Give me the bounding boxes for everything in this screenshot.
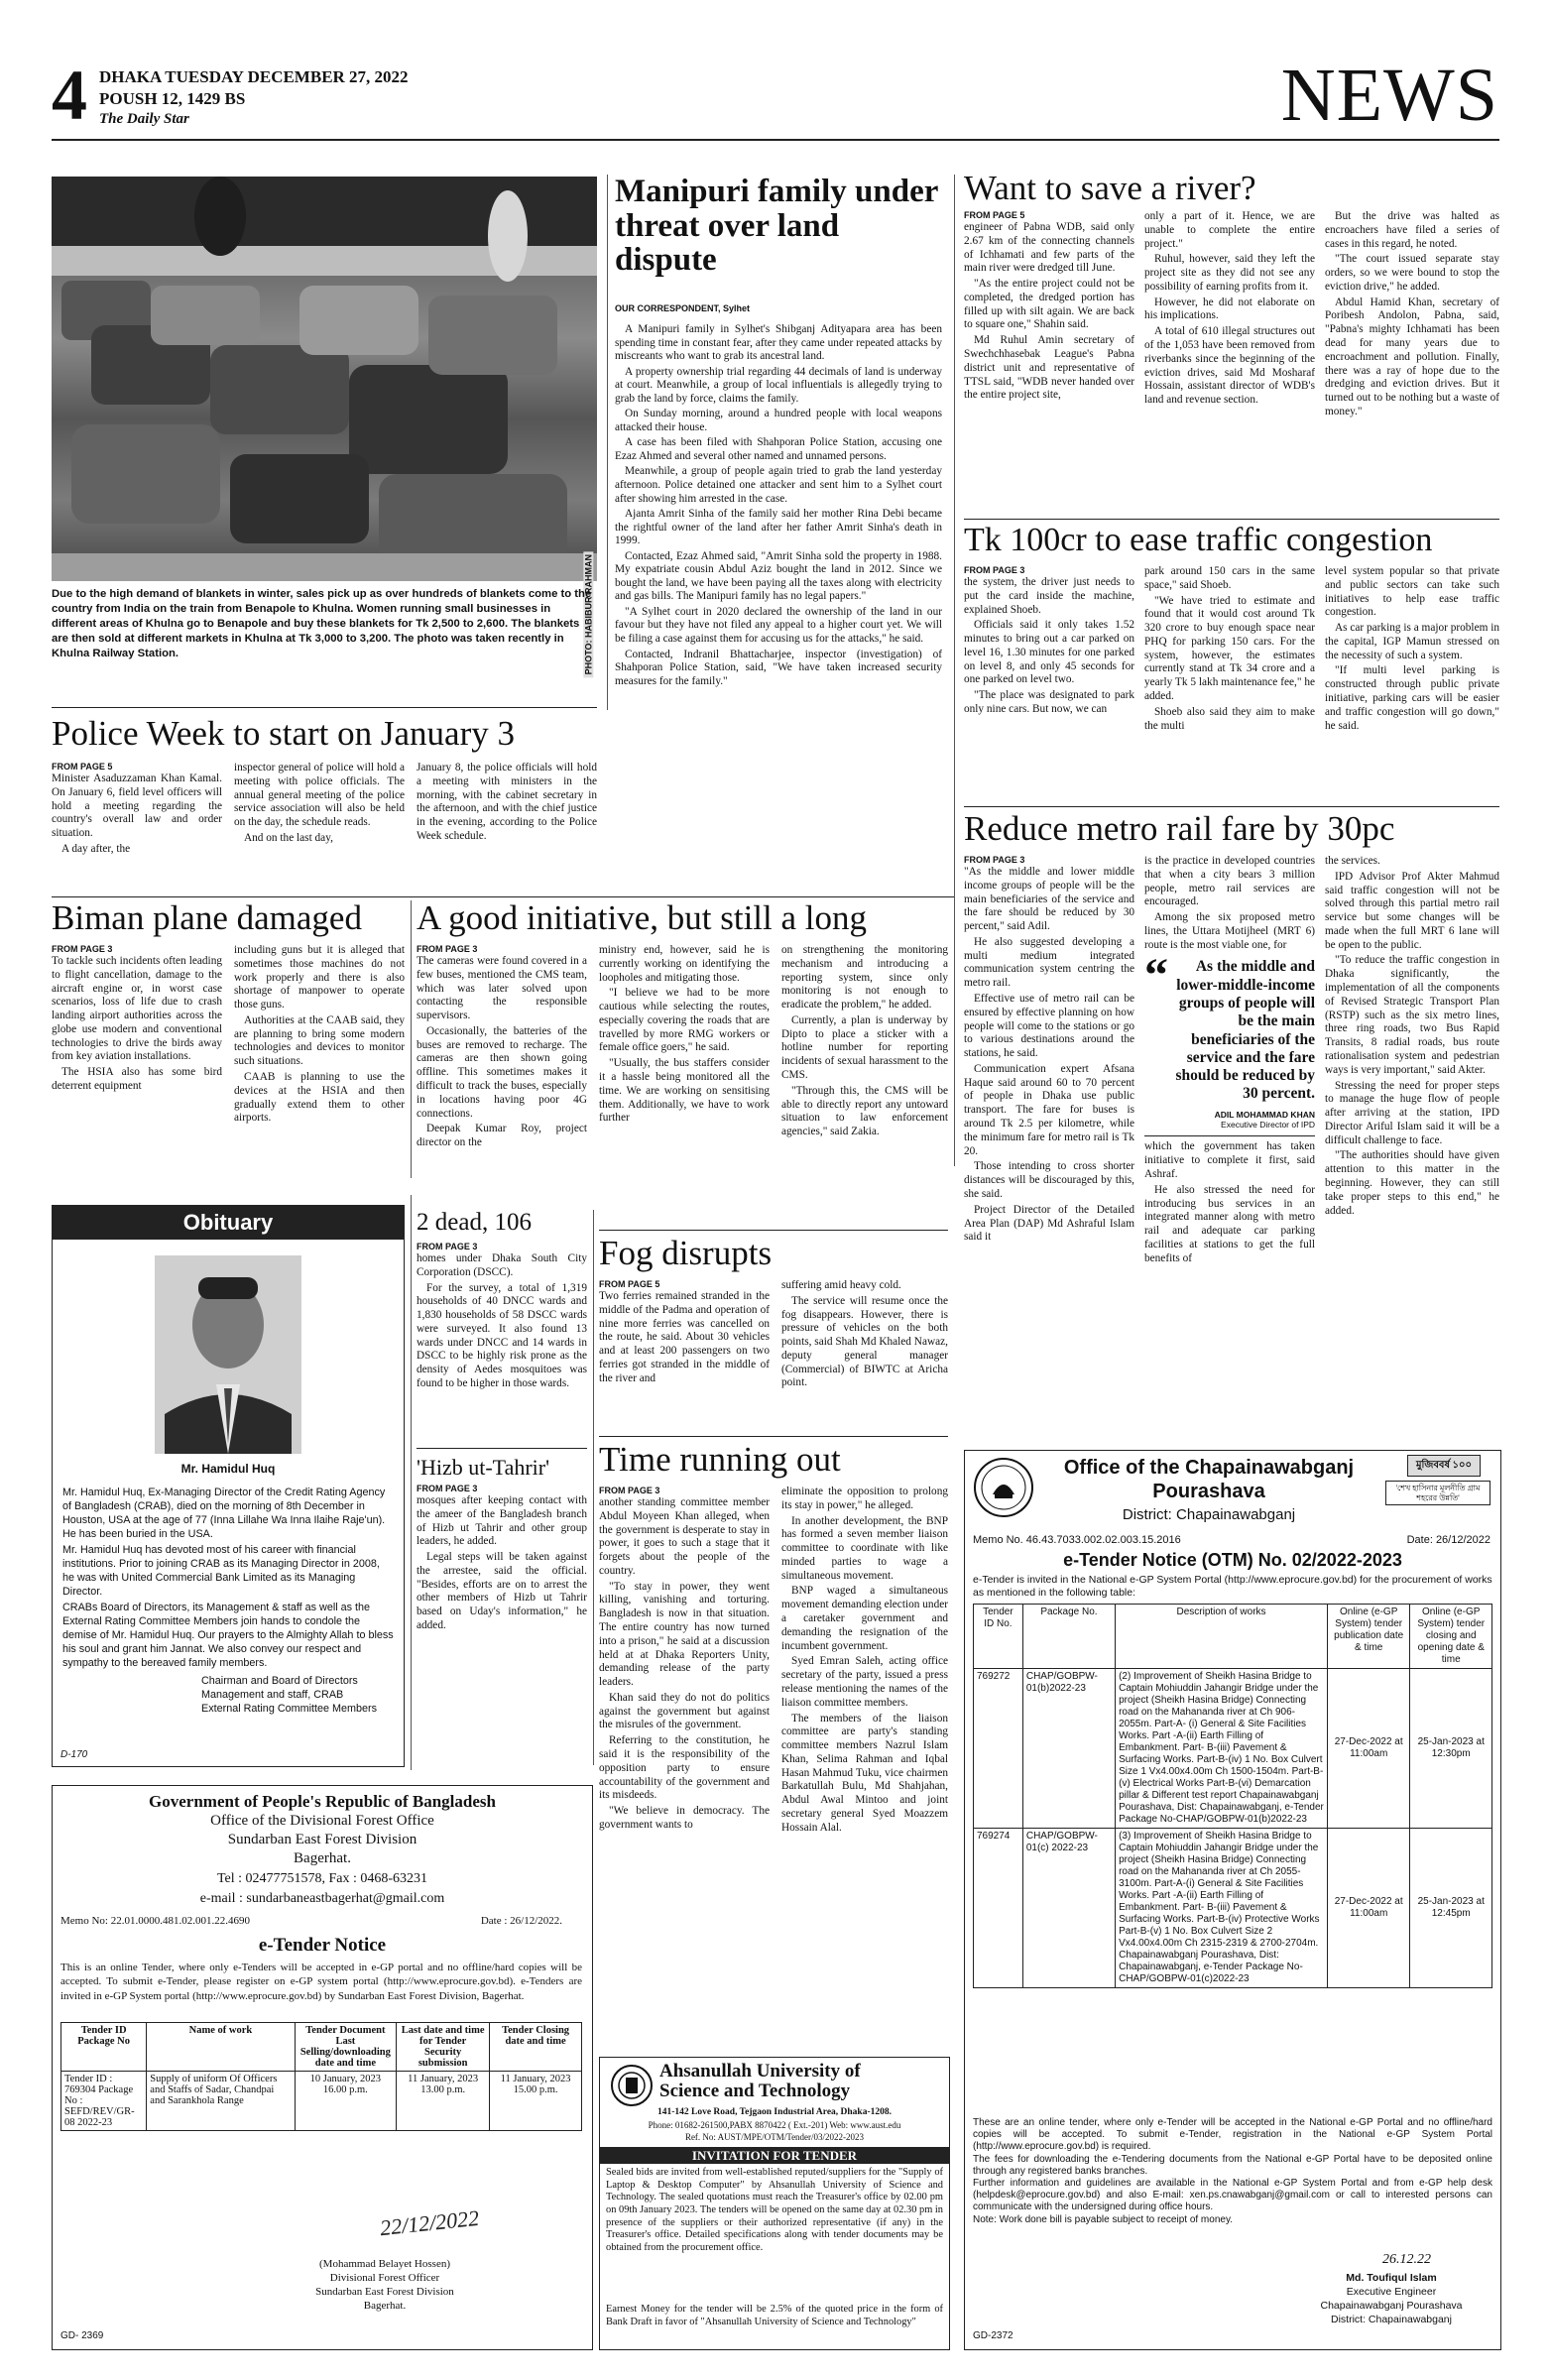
- hizb-headline: 'Hizb ut-Tahrir': [417, 1455, 550, 1480]
- table-header: Online (e-GP System) tender publication date & time: [1327, 1605, 1409, 1669]
- paragraph: "Usually, the bus staffers consider it a hassle being monitored all the time. We are working on sensitising them. Additionally, we have to work further: [599, 1057, 770, 1125]
- paragraph: "We believe in democracy. The government wants to: [599, 1805, 770, 1831]
- biman-headline: Biman plane damaged: [52, 898, 362, 937]
- metro-col-1: [964, 855, 1134, 1247]
- university-address: 141-142 Love Road, Tejgaon Industrial Area, Dhaka-1208.: [656, 2107, 893, 2117]
- table-header: Tender ID No.: [974, 1605, 1023, 1669]
- paragraph: Two ferries remained stranded in the middle of the Padma and operation of nine more ferries was cancelled on the route, he said. About 30 vehicles and at least 200 passengers on two ferries got stranded in the middle of the river and: [599, 1289, 770, 1384]
- time-col-2: [781, 1486, 948, 1838]
- obituary-title: Obituary: [53, 1206, 404, 1240]
- metro-col-2: [1144, 855, 1315, 1267]
- ad-title: e-Tender Notice: [258, 1935, 387, 1956]
- signatory: Sundarban East Forest Division: [315, 2286, 454, 2298]
- paragraph: For the survey, a total of 1,319 households of 40 DNCC wards and 1,830 households of 58 DSCC wards were surveyed. It also found 13 wards under DNCC and 14 wards in DSCC to be highly risk prone as the density of Aedes mosquitoes was found to be higher in those wards.: [417, 1281, 587, 1389]
- signatory: Bagerhat.: [363, 2300, 407, 2312]
- paragraph: "The place was designated to park only nine cars. But now, we can: [964, 689, 1134, 715]
- paragraph: Shoeb also said they aim to make the multi: [1144, 705, 1315, 732]
- paragraph: Stressing the need for proper steps to manage the huge flow of people after arriving at the station, IPD Director Ariful Islam said it will be a difficult challenge to face.: [1325, 1079, 1499, 1146]
- from-page: FROM PAGE 5: [964, 210, 1025, 220]
- time-headline: Time running out: [599, 1440, 841, 1479]
- footer-note: Note: Work done bill is payable subject to receipt of money.: [973, 2213, 1233, 2225]
- forest-tender-ad: [52, 1785, 593, 2350]
- paragraph: To tackle such incidents often leading to flight cancellation, damage to the aircraft engine or, in worst case scenarios, loss of life due to crash landing airport authorities across the globe use modern and conventional technologies to drive the birds away from key aviation installations.: [52, 954, 222, 1063]
- paragraph: the services.: [1325, 855, 1380, 867]
- paragraph: the system, the driver just needs to put the card inside the machine, explained Shoeb.: [964, 575, 1134, 616]
- signatory: (Mohammad Belayet Hossen): [319, 2258, 450, 2270]
- table-cell: 769272: [974, 1669, 1023, 1829]
- paragraph: But the drive was halted as encroachers have filed a series of cases in this regard, he noted.: [1325, 210, 1499, 250]
- paragraph: on strengthening the monitoring mechanism and introducing a reporting system, since only monitoring is not enough to eradicate the problem," he added.: [781, 944, 948, 1012]
- river-col-3: [1325, 210, 1499, 421]
- paragraph: "I believe we had to be more cautious while selecting the routes, especially covering the roads that are travelled by more RMG workers or female office goers," he said.: [599, 987, 770, 1054]
- signatory: Executive Engineer: [1346, 2286, 1437, 2298]
- paragraph: The HSIA also has some bird deterrent equipment: [52, 1066, 222, 1092]
- paragraph: Among the six proposed metro lines, the Uttara Motijheel (MRT 6) route is the most viable one, for: [1144, 911, 1315, 951]
- paragraph: Legal steps will be taken against the arrestee, said the official. "Besides, efforts are on to arrest the other members of Hizb ut Tahrir based on Uday's information," he added.: [417, 1551, 587, 1631]
- traffic-col-1: [964, 565, 1134, 719]
- paragraph: Communication expert Afsana Haque said around 60 to 70 percent of people in Dhaka use public transport. The fare for buses is around Tk 2.5 per kilometre, while the minimum fare for metro rail is Tk 20.: [964, 1062, 1134, 1157]
- quote-author: ADIL MOHAMMAD KHAN: [1214, 1109, 1315, 1120]
- mujib-badge: মুজিববর্ষ ১০০: [1407, 1455, 1481, 1477]
- paragraph: A Manipuri family in Sylhet's Shibganj Adityapara area has been spending time in constant fear, after they came under repeated attacks by miscreants who want to grab its ancestral land.: [615, 323, 942, 363]
- paragraph: January 8, the police officials will hold a meeting with ministers in the morning, with the cabinet secretary in the afternoon, and with the chief justice in the evening, according to the Police Week schedule.: [417, 762, 597, 842]
- traffic-col-2: [1144, 565, 1315, 735]
- quote-icon: “: [1144, 949, 1168, 1003]
- col-rule: [607, 175, 608, 710]
- table-header: Last date and time for Tender Security submission: [397, 2023, 490, 2072]
- paragraph: only a part of it. Hence, we are unable to complete the entire project.": [1144, 210, 1315, 250]
- section-rule: [417, 1448, 587, 1449]
- mujib-logo: [1387, 1455, 1490, 1514]
- from-page: FROM PAGE 3: [964, 855, 1025, 865]
- motto: 'শেখ হাসিনার মূলনীতি গ্রাম শহরের উন্নতি': [1385, 1481, 1490, 1505]
- paragraph: Those intending to cross shorter distances will be discouraged by this, she said.: [964, 1160, 1134, 1200]
- obituary-box: [52, 1205, 405, 1767]
- government-seal-icon: [973, 1457, 1034, 1518]
- initiative-col-2: [599, 944, 770, 1128]
- ad-intro: e-Tender is invited in the National e-GP System Portal (http://www.eprocure.gov.bd) for the procurement of works as mentioned in the following table:: [973, 1574, 1492, 1600]
- paragraph: ministry end, however, said he is currently working on identifying the loopholes and mitigating those.: [599, 944, 770, 984]
- university-phone: Phone: 01682-261500,PABX 8870422 ( Ext.-201) Web: www.aust.edu: [648, 2120, 901, 2130]
- table-header: Tender ID Package No: [61, 2023, 147, 2072]
- table-cell: 27-Dec-2022 at 11:00am: [1327, 1829, 1409, 1988]
- table-header: Tender Document Last Selling/downloading date and time: [295, 2023, 397, 2072]
- footer-note: Further information and guidelines are available in the National e-GP System Portal and from e-GP help desk (helpdesk@eprocure.gov.bd) and also E-mail: xen.ps.cnawabganj@gmail.com or call to interested persons can communicate with the undersigned during office hours.: [973, 2177, 1492, 2213]
- paragraph: Md Ruhul Amin secretary of Swechchhasebak League's Pabna district unit and representative of TTSL said, "WDB never handed over the entire project site,: [964, 334, 1134, 402]
- footer-note: These are an online tender, where only e-Tender will be accepted in the National e-GP Portal and no offline/hard copies will be accepted. To submit e-Tender, registration in the National e-GP System Portal (http://www.eprocure.gov.bd) is required.: [973, 2117, 1492, 2153]
- paragraph: Mr. Hamidul Huq, Ex-Managing Director of the Credit Rating Agency of Bangladesh (CRAB), died on the morning of 8th December in Houston, USA at the age of 77 (Inna Lillahe Wa Inna Ilaihe Raje'un). He has been buried in the USA.: [62, 1487, 386, 1541]
- memo-no: Memo No: 22.01.0000.481.02.001.22.4690: [60, 1915, 250, 1927]
- from-page: FROM PAGE 3: [417, 1242, 478, 1251]
- quote-text: As the middle and lower-middle-income groups of people will be the main beneficiaries of the service and the fare should be reduced by 30 percent.: [1175, 958, 1315, 1103]
- paragraph: Deepak Kumar Roy, project director on the: [417, 1123, 587, 1149]
- initiative-col-3: [781, 944, 948, 1141]
- paragraph: As car parking is a major problem in the capital, IGP Mamun stressed on the necessity of such a system.: [1325, 622, 1499, 661]
- paragraph: Authorities at the CAAB said, they are planning to bring some modern technologies and devices to monitor such situations.: [234, 1013, 405, 1068]
- obituary-name: Mr. Hamidul Huq: [180, 1462, 276, 1476]
- from-page: FROM PAGE 3: [417, 1484, 478, 1493]
- table-cell: Tender ID : 769304 Package No : SEFD/REV/GR-08 2022-23: [61, 2072, 147, 2131]
- signatory: District: Chapainawabganj: [1331, 2314, 1452, 2325]
- col-rule: [593, 1210, 594, 1765]
- ad-heading: Government of People's Republic of Bangladesh: [149, 1792, 496, 1811]
- police-headline: Police Week to start on January 3: [52, 714, 515, 753]
- police-col-3: [417, 762, 597, 846]
- from-page: FROM PAGE 5: [599, 1279, 660, 1289]
- signatory: Divisional Forest Officer: [329, 2272, 440, 2284]
- manipuri-byline: OUR CORRESPONDENT, Sylhet: [615, 303, 751, 313]
- signatory: Chapainawabganj Pourashava: [1320, 2300, 1463, 2312]
- from-page: FROM PAGE 3: [417, 944, 478, 954]
- paragraph: Ruhul, however, said they left the project site as they did not see any possibility of earning profits from it.: [1144, 253, 1315, 293]
- table-cell: 769274: [974, 1829, 1023, 1988]
- section-rule: [964, 519, 1499, 520]
- university-logo-icon: [610, 2064, 654, 2107]
- paragraph: BNP waged a simultaneous movement demanding election under a caretaker government and demanding the resignation of the incumbent government.: [781, 1585, 948, 1652]
- obituary-portrait: [155, 1255, 301, 1454]
- handwritten-signature: 22/12/2022: [378, 2204, 481, 2241]
- paragraph: He also stressed the need for introducing bus services in an integrated manner along with metro rail and adequate car parking facilities at stations to get the full benefits of: [1144, 1183, 1315, 1264]
- obituary-signatory: Management and staff, CRAB: [201, 1689, 344, 1702]
- chapai-tender-table: [973, 1604, 1492, 1988]
- paragraph: Minister Asaduzzaman Khan Kamal. On January 6, field level officers will hold a meeting regarding the country's overall law and order situation.: [52, 772, 222, 840]
- manipuri-headline: Manipuri family under threat over land dispute: [615, 174, 938, 279]
- handwritten-signature: 26.12.22: [1382, 2252, 1431, 2267]
- table-cell: CHAP/GOBPW-01(c) 2022-23: [1022, 1829, 1115, 1988]
- paragraph: eliminate the opposition to prolong its stay in power," he alleged.: [781, 1486, 948, 1511]
- table-row: [974, 1669, 1492, 1829]
- river-col-1: [964, 210, 1134, 405]
- paragraph: "As the entire project could not be completed, the dredged portion has filled up with silt again. We are back to square one," Shahin said.: [964, 278, 1134, 331]
- paragraph: The cameras were found covered in a few buses, mentioned the CMS team, which was later solved upon contacting the responsible supervisors.: [417, 954, 587, 1022]
- notice-title: e-Tender Notice (OTM) No. 02/2022-2023: [1063, 1550, 1402, 1570]
- table-cell: 10 January, 2023 16.00 p.m.: [295, 2072, 397, 2131]
- dengue-body: [417, 1242, 587, 1393]
- memo-date: Date: 26/12/2022: [1406, 1534, 1490, 1546]
- table-header: Name of work: [147, 2023, 295, 2072]
- paragraph: A total of 610 illegal structures out of the 1,053 have been removed from riverbanks since the beginning of the eviction drives, said Md Mosharaf Hossain, assistant director of WDB's land and revenue section.: [1144, 325, 1315, 407]
- chapai-tender-ad: [964, 1450, 1501, 2350]
- biman-col-2: [234, 944, 405, 1128]
- ad-heading: Office of the Divisional Forest Office: [210, 1813, 434, 1829]
- paragraph: Referring to the constitution, he said it is the responsibility of the opposition party to ensure accountability of the government and its misdeeds.: [599, 1734, 770, 1802]
- from-page: FROM PAGE 5: [52, 762, 113, 772]
- aust-tender-ad: [599, 2057, 950, 2350]
- from-page: FROM PAGE 3: [964, 565, 1025, 575]
- table-cell: 27-Dec-2022 at 11:00am: [1327, 1669, 1409, 1829]
- paper-name: The Daily Star: [99, 111, 189, 127]
- photo-caption: Due to the high demand of blankets in winter, sales pick up as over hundreds of blankets come to the country from India on the train from Benapole to Khulna. Women running small businesses in different areas of Khulna go to Benapole and buy these blankets for Tk 2,500 to 2,600. The blankets are then sold at different markets in Khulna at Tk 3,000 to 3,200. The photo was taken recently in Khulna Railway Station.: [52, 588, 592, 660]
- paragraph: "We have tried to estimate and found that it would cost around Tk 320 crore to buy enough space near PHQ for parking 150 cars. For the system, however, the estimates currently stand at Tk 34 crore and a yearly Tk 5 lakh maintenance fee," he added.: [1144, 594, 1315, 703]
- police-col-2: [234, 762, 405, 848]
- ad-body: Sealed bids are invited from well-established reputed/suppliers for the "Supply of Laptop & Desktop Computer" by Ahsanullah University of Science and Technology. The sealed quotations must reach the Treasurer's office by 02.00 pm on 09th January 2023. The tenders will be opened on the same day at 02.30 pm in presence of the suppliers or their authorized representative (if any) in the Treasurer's office. Detailed specifications along with tender documents may be obtained from the procurement office.: [606, 2167, 943, 2254]
- metro-col-3: [1325, 855, 1499, 1220]
- section-rule: [52, 896, 954, 897]
- traffic-headline: Tk 100cr to ease traffic congestion: [964, 522, 1433, 558]
- memo-no: Memo No. 46.43.7033.002.02.003.15.2016: [973, 1534, 1181, 1546]
- paragraph: Khan said they do not do politics against the government but against the misrules of the government.: [599, 1691, 770, 1731]
- table-row: [974, 1829, 1492, 1988]
- paragraph: Project Director of the Detailed Area Plan (DAP) Md Ashraful Islam said it: [964, 1203, 1134, 1244]
- page-number: 4: [52, 56, 87, 135]
- table-cell: Supply of uniform Of Officers and Staffs of Sadar, Chandpai and Sarankhola Range: [147, 2072, 295, 2131]
- table-cell: 25-Jan-2023 at 12:30pm: [1410, 1669, 1492, 1829]
- metro-headline: Reduce metro rail fare by 30pc: [964, 809, 1395, 848]
- office-title: Office of the Chapainawabganj: [1063, 1457, 1355, 1479]
- paragraph: The members of the liaison committee are party's standing committee members Nazrul Islam Khan, Selima Rahman and Iqbal Hasan Mahmud Tuku, vice chairmen Barkatullah Bulu, Md Shahjahan, Abdul Awal Mintoo and joint secretary general Syed Moazzem Hossain Alal.: [781, 1712, 948, 1834]
- table-header: Package No.: [1022, 1605, 1115, 1669]
- section-rule: [599, 1436, 948, 1437]
- paragraph: "The court issued separate stay orders, so we were bound to stop the eviction drive," he added.: [1325, 253, 1499, 293]
- fog-col-1: [599, 1279, 770, 1387]
- initiative-col-1: [417, 944, 587, 1152]
- paragraph: Abdul Hamid Khan, secretary of Poribesh Andolon, Pabna, said, "Pabna's mighty Ichhamati has been dead for many years due to encroachment and pollution. Finally, there was a ray of hope due to the dredging and eviction drives. But it turned out to be nothing but a waste of money.": [1325, 296, 1499, 417]
- paragraph: Contacted, Indranil Bhattacharjee, inspector (investigation) of Shahporan Police Station, said, "We have taken increased security measures for the family.": [615, 648, 942, 687]
- bangla-date: POUSH 12, 1429 BS: [99, 89, 246, 108]
- fog-headline: Fog disrupts: [599, 1234, 773, 1272]
- paragraph: engineer of Pabna WDB, said only 2.67 km of the connecting channels of Ichhamati and few parts of the main river were dredged till June.: [964, 220, 1134, 275]
- table-cell: 25-Jan-2023 at 12:45pm: [1410, 1829, 1492, 1988]
- paragraph: On Sunday morning, around a hundred people with local weapons attacked their house.: [615, 408, 942, 433]
- paragraph: park around 150 cars in the same space," said Shoeb.: [1144, 565, 1315, 591]
- pull-quote: [1144, 949, 1315, 1103]
- paragraph: In another development, the BNP has formed a seven member liaison committee to coordinate with like minded parties to wage a simultaneous movement.: [781, 1514, 948, 1582]
- section-rule: [599, 1230, 948, 1231]
- forest-tender-table: [60, 2022, 582, 2131]
- paragraph: CAAB is planning to use the devices at the HSIA and then gradually extend them to other airports.: [234, 1071, 405, 1125]
- paragraph: which the government has taken initiative to complete it first, said Ashraf.: [1144, 1140, 1315, 1180]
- table-cell: CHAP/GOBPW-01(b)2022-23: [1022, 1669, 1115, 1829]
- col-rule: [411, 1195, 412, 1770]
- paragraph: suffering amid heavy cold.: [781, 1279, 901, 1291]
- obituary-signatory: External Rating Committee Members: [201, 1703, 378, 1716]
- university-name: Ahsanullah University of: [659, 2061, 861, 2082]
- ad-footer: [973, 2117, 1492, 2226]
- paragraph: "The authorities should have given attention to this matter in the beginning. However, they can still take proper steps to this end," he added.: [1325, 1149, 1499, 1217]
- manipuri-body: [615, 323, 942, 690]
- time-col-1: [599, 1486, 770, 1835]
- paragraph: "To stay in power, they went killing, vanishing and torturing. Bangladesh is now in that situation. The entire country has now turned into a prison," he said at a discussion held at at Dhaka Reporters Unity, demanding release of the party leaders.: [599, 1580, 770, 1689]
- ad-code: GD- 2369: [60, 2330, 104, 2341]
- paragraph: "As the middle and lower middle income groups of people will be the main beneficiaries of the service and the fare should be reduced by 30 percent," said Adil.: [964, 865, 1134, 933]
- section-title: NEWS: [1280, 54, 1498, 137]
- paragraph: mosques after keeping contact with the ameer of the Bangladesh branch of Hizb ut Tahrir and other group leaders, he added.: [417, 1493, 587, 1548]
- paragraph: including guns but it is alleged that sometimes those machines do not work properly and there is also shortage of manpower to operate those guns.: [234, 944, 405, 1012]
- table-cell: (3) Improvement of Sheikh Hasina Bridge to Captain Mohiuddin Jahangir Bridge under the project (Sheikh Hasina Bridge) Connecting road on the Mahananda river at Ch 2055-3100m. Part-A-(i) General & Site Facilities Works. Part -A-(ii) Earth Filling of Embankment. Part- B-(iii) Pavement & Surfacing Works. Part-B-(iv) Protective Works Part-B-(v) 1 No. Box Culvert Size 2 Vx4.00x4.00m Ch 2315-2319 & 2700-2704m. Chapainawabganj Pourashava, Dist: Chapainawabganj, e-Tender Package No-CHAP/GOBPW-01(c)2022-23: [1116, 1829, 1328, 1988]
- paragraph: Effective use of metro rail can be ensured by effective planning on how people will come to the stations or go to various destinations around the stations, he said.: [964, 993, 1134, 1060]
- paragraph: However, he did not elaborate on his implications.: [1144, 296, 1315, 322]
- masthead-rule: [52, 139, 1499, 141]
- ad-body: This is an online Tender, where only e-Tenders will be accepted in e-GP portal and no offline/hard copies will be accepted. To submit e-Tender, please register on e-GP system portal (http://www.eprocure.gov.bd). e-Tenders are invited in e-GP System portal (http://www.eprocure.gov.bd) by Sundarban East Forest Division, Bagerhat.: [60, 1962, 582, 2002]
- paragraph: IPD Advisor Prof Akter Mahmud said traffic congestion will not be solved through this partial metro rail service but some changes will be made when the full MRT 6 lane will be open to the public.: [1325, 870, 1499, 951]
- table-header: Online (e-GP System) tender closing and opening date & time: [1410, 1605, 1492, 1669]
- dengue-headline: 2 dead, 106: [417, 1209, 532, 1236]
- paragraph: "A Sylhet court in 2020 declared the ownership of the land in our favour but they have not filed any appeal to a higher court yet. We will be filing a case against them for accusing us for the attacks," he said.: [615, 605, 942, 646]
- office-title: Pourashava: [1152, 1481, 1265, 1502]
- university-name: Science and Technology: [659, 2081, 851, 2101]
- traffic-col-3: [1325, 565, 1499, 735]
- paragraph: Mr. Hamidul Huq has devoted most of his career with financial institutions. Prior to joining CRAB as its Managing Director in 2008, he was with United Commercial Bank Limited as its Managing Director.: [62, 1544, 380, 1599]
- paragraph: CRABs Board of Directors, its Management & staff as well as the External Rating Committee Members join hands to condole the demise of Mr. Hamidul Huq. Our prayers to the Almighty Allah to bless his soul and grant him Jannat. We also convey our respect and sympathy to the bereaved family members.: [62, 1602, 394, 1670]
- paragraph: Syed Emran Saleh, acting office secretary of the party, issued a press release mentioning the names of the liaison committee members.: [781, 1655, 948, 1709]
- paragraph: And on the last day,: [244, 831, 333, 844]
- table-cell: 11 January, 2023 15.00 p.m.: [490, 2072, 582, 2131]
- obituary-signatory: Chairman and Board of Directors: [201, 1675, 358, 1688]
- table-row: [61, 2072, 582, 2131]
- paragraph: He also suggested developing a multi medium integrated communication system centring the metro rail.: [964, 935, 1134, 990]
- paragraph: Meanwhile, a group of people again tried to grab the land yesterday afternoon. Police detained one attacker and sent him to a Sylhet court after showing him arrested in the case.: [615, 465, 942, 505]
- paragraph: The service will resume once the fog disappears. However, there is pressure of vehicles on the both points, said Shah Md Khaled Nawaz, deputy general manager (Commercial) of BIWTC at Aricha point.: [781, 1294, 948, 1389]
- ref-no: Ref. No: AUST/MPE/OTM/Tender/03/2022-2023: [684, 2132, 865, 2142]
- initiative-headline: A good initiative, but still a long: [417, 898, 868, 937]
- paragraph: "To reduce the traffic congestion in Dhaka significantly, the implementation of all the components of Revised Strategic Transport Plan (RSTP) such as the six metro lines, three ring roads, two Bus Rapid Transits, 8 radial roads, bus route rationalisation system and pedestrian ways is very important," said Akter.: [1325, 954, 1499, 1076]
- paragraph: A case has been filed with Shahporan Police Station, accusing one Ezaz Ahmed and several other named and unnamed persons.: [615, 436, 942, 462]
- caption-rule: [52, 707, 597, 708]
- paragraph: Ajanta Amrit Sinha of the family said her mother Rina Debi became the rightful owner of the land after her father Amrit Sinha's death in 1999.: [615, 508, 942, 547]
- quote-rule: [1144, 1135, 1315, 1136]
- ad-code: GD-2372: [973, 2330, 1013, 2341]
- obituary-body: [62, 1486, 394, 1717]
- photo-credit: PHOTO: HABIBUR RAHMAN: [583, 551, 593, 677]
- police-col-1: [52, 762, 222, 859]
- footer-note: The fees for downloading the e-Tendering documents from the National e-GP Portal have to be deposited online through any registered banks branches.: [973, 2153, 1492, 2177]
- table-cell: (2) Improvement of Sheikh Hasina Bridge to Captain Mohiuddin Jahangir Bridge under the project (Sheikh Hasina Bridge) Connecting road on the Mahananda river at Ch 906-2055m. Part-A- (i) General & Site Facilities Works. Part -A-(ii) Earth Filling of Embankment. Part- B-(iii) Pavement & Surfacing Works. Part-B-(iv) 1 No. Box Culvert Size 1 Vx4.00x4.00m Ch 1500-1504m. Part-B-(v) Electrical Works Part-B-(vi) Demarcation pillar & Different test report Chapainawabganj Pourashava, Dist: Chapainawabganj, e-Tender Package No-CHAP/GOBPW-01(b)2022-23: [1116, 1669, 1328, 1829]
- ad-contact: e-mail : sundarbaneastbagerhat@gmail.com: [199, 1891, 445, 1906]
- paragraph: another standing committee member Abdul Moyeen Khan alleged, when the government is desperate to stay in power, it goes to such a stage that it forgets about the people of the country.: [599, 1495, 770, 1577]
- paragraph: inspector general of police will hold a meeting with police officials. The annual general meeting of the police service association will also be held on the day, the schedule reads.: [234, 762, 405, 829]
- paragraph: homes under Dhaka South City Corporation (DSCC).: [417, 1251, 587, 1278]
- from-page: FROM PAGE 3: [52, 944, 113, 954]
- biman-col-1: [52, 944, 222, 1096]
- signatory: Md. Toufiqul Islam: [1346, 2272, 1437, 2284]
- paragraph: level system popular so that private and public sectors can take such initiatives to help ease traffic congestion.: [1325, 565, 1499, 619]
- table-cell: 11 January, 2023 13.00 p.m.: [397, 2072, 490, 2131]
- office-district: District: Chapainawabganj: [1122, 1506, 1296, 1523]
- paragraph: "If multi level parking is constructed through public private initiative, parking cars will be easier and traffic congestion will go down," he said.: [1325, 664, 1499, 732]
- tender-banner: INVITATION FOR TENDER: [600, 2147, 949, 2164]
- section-rule: [964, 806, 1499, 807]
- quote-author-title: Executive Director of IPD: [1221, 1120, 1315, 1130]
- ad-code: D-170: [60, 1749, 88, 1760]
- river-col-2: [1144, 210, 1315, 410]
- paragraph: Officials said it only takes 1.52 minutes to bring out a car parked on level 16, 1.30 minutes for one parked on level 8, and only 45 seconds for one parked on level two.: [964, 619, 1134, 686]
- paragraph: A day after, the: [61, 842, 131, 855]
- river-headline: Want to save a river?: [964, 169, 1256, 207]
- ad-contact: Tel : 02477751578, Fax : 0468-63231: [216, 1871, 428, 1886]
- fog-col-2: [781, 1279, 948, 1392]
- paragraph: Occasionally, the batteries of the buses are removed to recharge. The cameras are then shown going offline. This sometimes makes it difficult to track the buses, especially in locations having poor 4G connections.: [417, 1024, 587, 1120]
- paragraph: A property ownership trial regarding 44 decimals of land is underway at court. Meanwhile, a group of local influentials is allegedly trying to grab the land by force, claims the family.: [615, 365, 942, 405]
- table-header: Description of works: [1116, 1605, 1328, 1669]
- memo-date: Date : 26/12/2022.: [480, 1915, 562, 1927]
- ad-heading: Bagerhat.: [294, 1850, 351, 1866]
- paragraph: is the practice in developed countries that when a city bears 3 million people, metro rail services are encouraged.: [1144, 855, 1315, 908]
- paragraph: Contacted, Ezaz Ahmed said, "Amrit Sinha sold the property in 1988. My expatriate cousin Abdul Aziz bought the land in 2012. Since we bought the land, we have been paying all the taxes along with electricity and gas bills. The Manipuri family has no legal papers.": [615, 549, 942, 603]
- col-rule: [954, 175, 955, 1166]
- ad-body: Earnest Money for the tender will be 2.5% of the quoted price in the form of Bank Draft in favor of "Ahsanullah University of Science and Technology": [606, 2304, 943, 2327]
- table-header: Tender Closing date and time: [490, 2023, 582, 2072]
- paragraph: Currently, a plan is underway by Dipto to place a sticker with a hotline number for reporting incidents of sexual harassment to the CMS.: [781, 1013, 948, 1082]
- hizb-body: [417, 1484, 587, 1635]
- dateline: DHAKA TUESDAY DECEMBER 27, 2022: [99, 67, 409, 86]
- paragraph: "Through this, the CMS will be able to directly report any untoward situation to law enforcement agencies," said Zakia.: [781, 1084, 948, 1138]
- ad-heading: Sundarban East Forest Division: [227, 1832, 417, 1847]
- col-rule: [411, 900, 412, 1178]
- from-page: FROM PAGE 3: [599, 1486, 660, 1495]
